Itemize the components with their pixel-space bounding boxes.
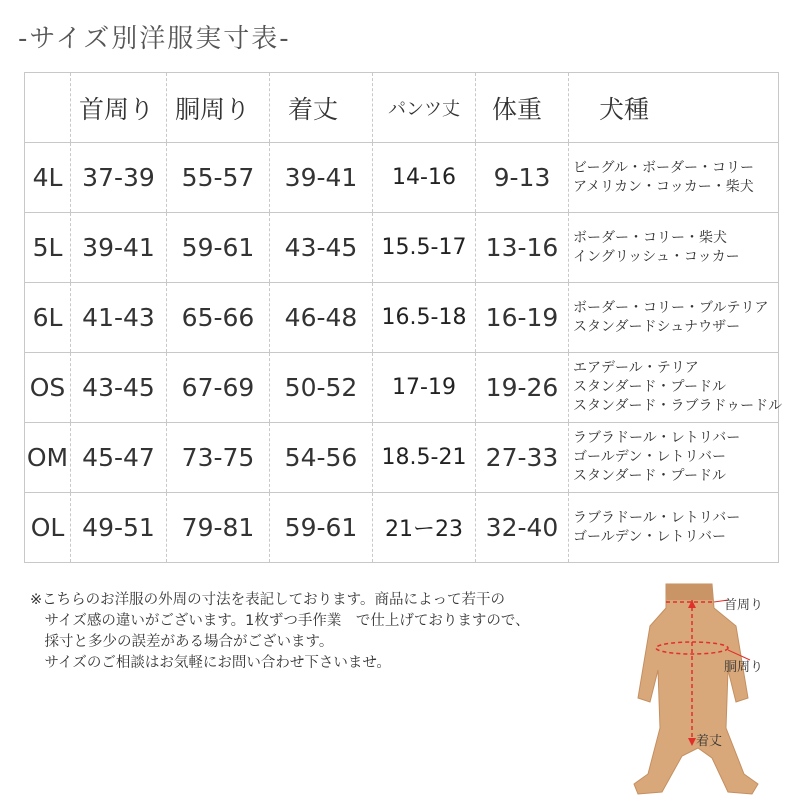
pants-cell: 21ー23 [373,493,476,563]
size-cell: 6L [25,283,71,353]
size-cell: OM [25,423,71,493]
header-cell-length: 着丈 [270,73,373,143]
table-row [25,283,779,353]
chest-cell: 79-81 [167,493,270,563]
breed-cell [569,493,779,563]
neck-cell: 49-51 [71,493,167,563]
breed-line: ビーグル・ボーダー・コリー [573,159,755,176]
header-cell-neck: 首周り [71,73,167,143]
chest-cell: 59-61 [167,213,270,283]
breed-line: ゴールデン・レトリバー [573,449,727,465]
length-cell: 59-61 [270,493,373,563]
weight-cell: 27-33 [476,423,569,493]
dog-onesie-illustration [600,578,795,798]
breed-line: スタンダード・ラブラドゥードル [573,398,783,414]
size-cell: 4L [25,143,71,213]
size-note [30,590,590,674]
breed-cell [569,353,783,423]
length-cell: 43-45 [270,213,373,283]
breed-cell [569,283,779,353]
breed-line: スタンダード・プードル [573,468,727,484]
breed-cell [569,423,779,493]
neck-cell: 39-41 [71,213,167,283]
pants-cell: 16.5-18 [373,283,476,353]
header-cell-size [25,73,71,143]
header-cell-pants: パンツ丈 [373,73,476,143]
header-cell-breed: 犬種 [569,73,779,143]
breed-line: ラブラドール・レトリバー [573,430,741,446]
weight-cell: 32-40 [476,493,569,563]
breed-line: ボーダー・コリー・柴犬 [573,229,727,246]
chest-cell: 55-57 [167,143,270,213]
length-cell: 50-52 [270,353,373,423]
page-title: -サイズ別洋服実寸表- [18,24,291,54]
table-row [25,493,779,563]
size-chart-table [24,72,783,563]
length-cell: 39-41 [270,143,373,213]
length-cell: 46-48 [270,283,373,353]
breed-cell [569,143,779,213]
length-cell: 54-56 [270,423,373,493]
breed-line: アメリカン・コッカー・柴犬 [573,178,754,195]
neck-cell: 37-39 [71,143,167,213]
header-cell-chest: 胴周り [167,73,270,143]
breed-line: スタンダード・プードル [573,379,727,395]
pants-cell: 14-16 [373,143,476,213]
table-row [25,423,779,493]
chest-cell: 67-69 [167,353,270,423]
neck-cell: 41-43 [71,283,167,353]
breed-cell [569,213,779,283]
breed-line: イングリッシュ・コッカー [573,248,740,265]
neck-cell: 45-47 [71,423,167,493]
pants-cell: 15.5-17 [373,213,476,283]
note-line: サイズ感の違いがございます。1枚ずつ手作業 で仕上げておりますので、 [30,613,530,629]
table-row [25,353,779,423]
chest-cell: 73-75 [167,423,270,493]
garment-collar [666,584,713,600]
size-cell: 5L [25,213,71,283]
table-row [25,143,779,213]
chest-cell: 65-66 [167,283,270,353]
breed-line: ラブラドール・レトリバー [573,509,741,526]
weight-cell: 16-19 [476,283,569,353]
size-cell: OS [25,353,71,423]
garment-diagram [600,578,795,798]
note-line: 採寸と多少の誤差がある場合がございます。 [30,634,334,650]
diagram-label-neck: 首周り [724,598,764,613]
breed-line: スタンダードシュナウザー [573,318,741,335]
table-header-row [25,73,779,143]
weight-cell: 19-26 [476,353,569,423]
diagram-label-length: 着丈 [696,734,723,749]
header-cell-weight: 体重 [476,73,569,143]
pants-cell: 18.5-21 [373,423,476,493]
note-line: ※こちらのお洋服の外周の寸法を表記しております。商品によって若干の [30,592,505,608]
breed-line: ゴールデン・レトリバー [573,528,727,545]
size-cell: OL [25,493,71,563]
table-row [25,213,779,283]
weight-cell: 9-13 [476,143,569,213]
breed-line: ボーダー・コリー・ブルテリア [573,299,769,316]
neck-cell: 43-45 [71,353,167,423]
pants-cell: 17-19 [373,353,476,423]
garment-body [634,584,758,794]
diagram-label-chest: 胴周り [724,660,764,675]
breed-line: エアデール・テリア [573,360,699,376]
note-line: サイズのご相談はお気軽にお問い合わせ下さいませ。 [30,655,391,671]
weight-cell: 13-16 [476,213,569,283]
